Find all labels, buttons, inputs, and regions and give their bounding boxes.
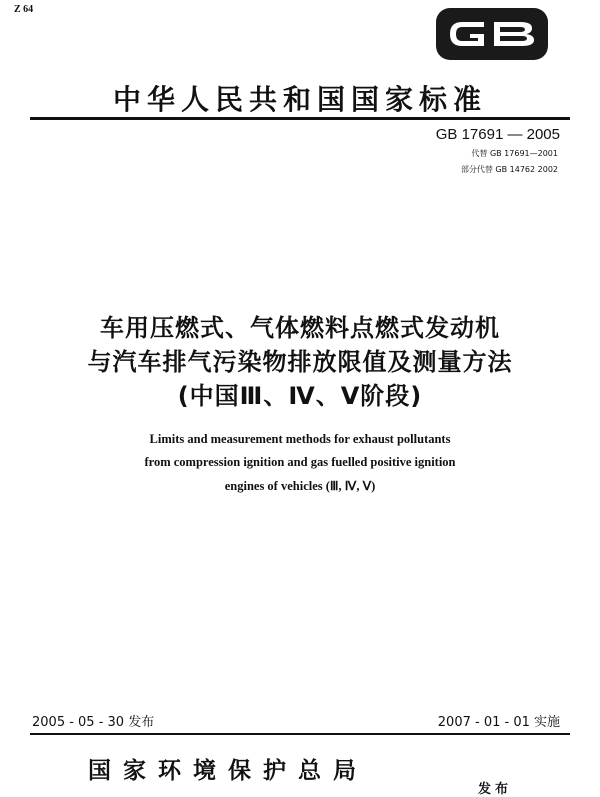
gb-logo-icon (436, 8, 548, 60)
title-en-line: Limits and measurement methods for exhaust pollutants (149, 432, 451, 446)
title-cn-line: 车用压燃式、气体燃料点燃式发动机 (100, 314, 500, 342)
issuing-authority: 国家环境保护总局 (88, 758, 368, 784)
header-divider (30, 117, 570, 120)
partially-replaces-note: 部分代替 GB 14762 2002 (460, 165, 558, 174)
footer-divider (30, 733, 570, 735)
issuing-label: 发布 (478, 782, 513, 797)
standard-number: GB 17691 — 2005 (435, 126, 560, 143)
title-cn-line: 与汽车排气污染物排放限值及测量方法 (87, 348, 513, 376)
organization-title: 中华人民共和国国家标准 (112, 83, 487, 116)
title-en-line: engines of vehicles (Ⅲ, Ⅳ, Ⅴ) (224, 479, 376, 493)
title-en-line: from compression ignition and gas fuelled positive ignition (144, 455, 456, 469)
issue-date: 2005 - 05 - 30 发布 (32, 715, 155, 730)
title-cn-line: (中国Ⅲ、Ⅳ、Ⅴ阶段) (177, 382, 423, 410)
replaces-note: 代替 GB 17691—2001 (471, 149, 558, 158)
effective-date: 2007 - 01 - 01 实施 (437, 715, 560, 730)
classification-code: Z 64 (14, 4, 34, 15)
